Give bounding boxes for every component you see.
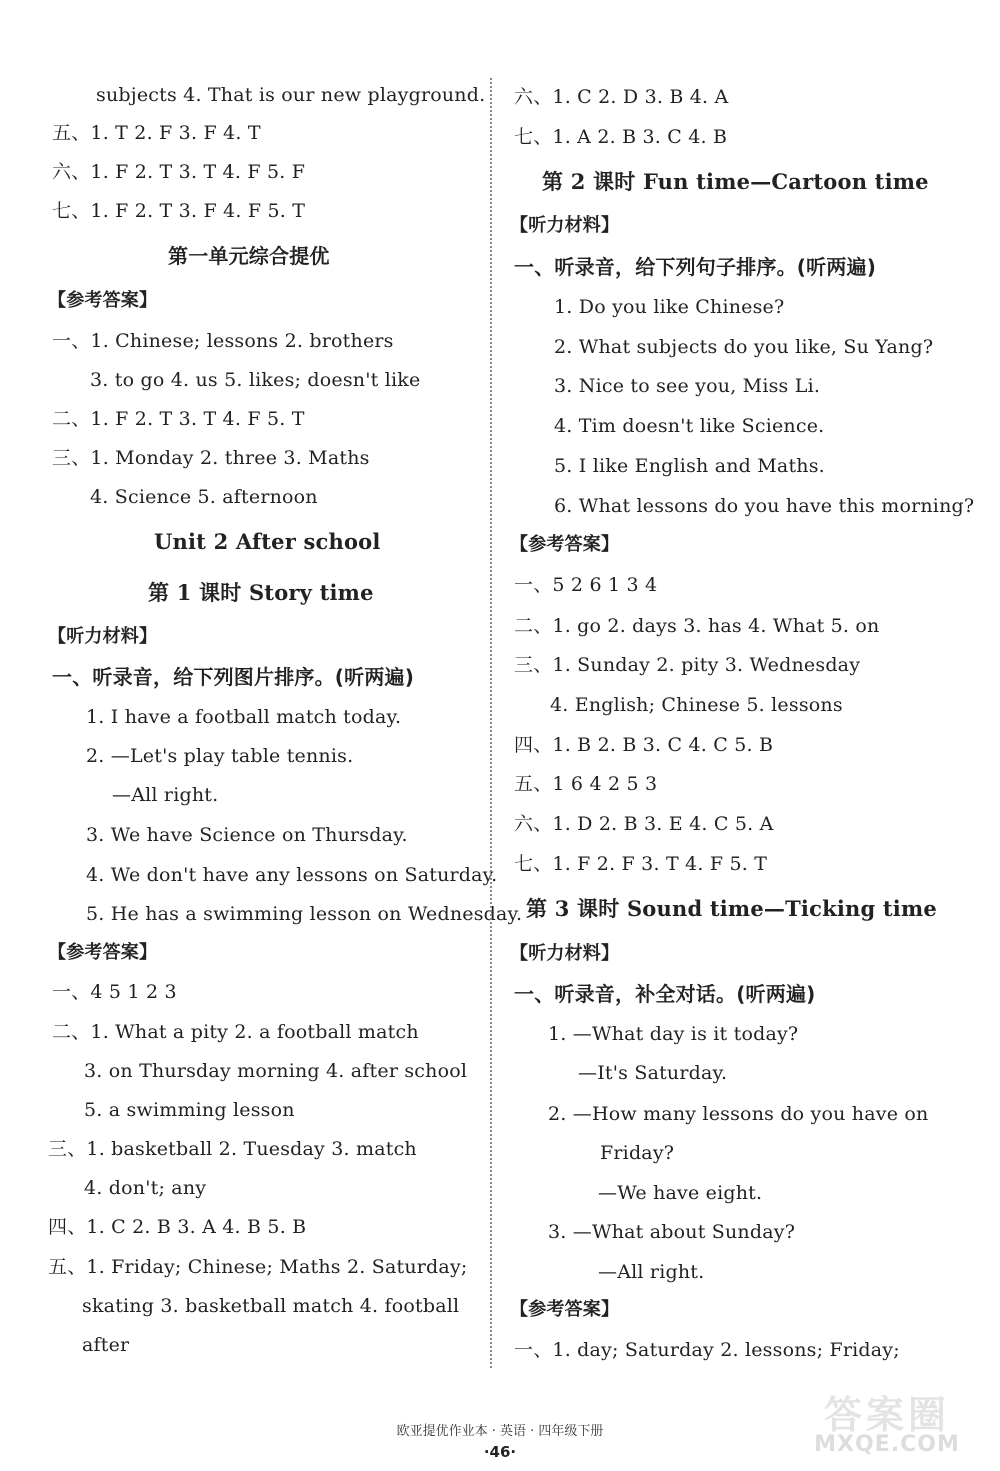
answer-line: 二、1. go 2. days 3. has 4. What 5. on <box>514 615 880 637</box>
answer-line: 五、1 6 4 2 5 3 <box>514 773 658 795</box>
answer-tag: 【参考答案】 <box>48 942 158 963</box>
answer-line: 一、1. day; Saturday 2. lessons; Friday; <box>514 1339 900 1361</box>
answer-line: 四、1. B 2. B 3. C 4. C 5. B <box>514 734 774 756</box>
answer-line: 二、1. What a pity 2. a football match <box>52 1021 419 1043</box>
left-column <box>0 0 523 1400</box>
question-heading: 一、听录音，给下列句子排序。(听两遍) <box>514 255 877 279</box>
transcript-line: 4. Tim doesn't like Science. <box>554 415 825 437</box>
answer-line: 三、1. Monday 2. three 3. Maths <box>52 447 370 469</box>
answer-line: 六、1. D 2. B 3. E 4. C 5. A <box>514 813 774 835</box>
answer-tag: 【参考答案】 <box>48 290 158 311</box>
question-heading: 一、听录音，补全对话。(听两遍) <box>514 982 816 1006</box>
lesson-title: 第 2 课时 Fun time—Cartoon time <box>542 169 929 194</box>
transcript-line: 2. What subjects do you like, Su Yang? <box>554 336 934 358</box>
listening-tag: 【听力材料】 <box>510 215 620 236</box>
lesson-title: 第 1 课时 Story time <box>148 580 374 605</box>
answer-line: 六、1. F 2. T 3. T 4. F 5. F <box>52 161 306 183</box>
column-divider <box>490 78 492 1368</box>
answer-line: after <box>82 1334 130 1356</box>
transcript-line: 2. —Let's play table tennis. <box>86 745 354 767</box>
section-heading: 第一单元综合提优 <box>168 244 330 268</box>
transcript-line: 1. —What day is it today? <box>548 1023 799 1045</box>
answer-line: 4. English; Chinese 5. lessons <box>550 694 843 716</box>
transcript-line: 6. What lessons do you have this morning? <box>554 495 975 517</box>
answer-line: skating 3. basketball match 4. football <box>82 1295 460 1317</box>
answer-line: 3. to go 4. us 5. likes; doesn't like <box>90 369 421 391</box>
question-heading: 一、听录音，给下列图片排序。(听两遍) <box>52 665 415 689</box>
transcript-line: 4. We don't have any lessons on Saturday. <box>86 864 498 886</box>
listening-tag: 【听力材料】 <box>510 943 620 964</box>
book-title: 欧亚提优作业本 · 英语 · 四年级下册 <box>396 1424 604 1439</box>
transcript-line: —It's Saturday. <box>578 1062 728 1084</box>
answer-line: 一、1. Chinese; lessons 2. brothers <box>52 330 394 352</box>
answer-line: 三、1. basketball 2. Tuesday 3. match <box>48 1138 417 1160</box>
transcript-line: —All right. <box>112 784 219 806</box>
transcript-line: 2. —How many lessons do you have on <box>548 1103 929 1125</box>
watermark-text: 答案圈 <box>823 1393 950 1437</box>
answer-line: 七、1. F 2. T 3. F 4. F 5. T <box>52 200 306 222</box>
transcript-line: —All right. <box>598 1261 705 1283</box>
transcript-line: 3. —What about Sunday? <box>548 1221 796 1243</box>
transcript-line: 3. We have Science on Thursday. <box>86 824 408 846</box>
answer-line: 5. a swimming lesson <box>84 1099 295 1121</box>
transcript-line: 1. Do you like Chinese? <box>554 296 785 318</box>
answer-line: 一、4 5 1 2 3 <box>52 981 177 1003</box>
transcript-line: 3. Nice to see you, Miss Li. <box>554 375 821 397</box>
answer-line: 七、1. F 2. F 3. T 4. F 5. T <box>514 853 768 875</box>
answer-line: 一、5 2 6 1 3 4 <box>514 574 658 596</box>
answer-line: 4. don't; any <box>84 1177 207 1199</box>
answer-tag: 【参考答案】 <box>510 534 620 555</box>
answer-line: 七、1. A 2. B 3. C 4. B <box>514 126 728 148</box>
answer-line: 四、1. C 2. B 3. A 4. B 5. B <box>48 1216 307 1238</box>
answer-line: 五、1. Friday; Chinese; Maths 2. Saturday; <box>48 1256 468 1278</box>
unit-title: Unit 2 After school <box>154 529 381 554</box>
transcript-line: Friday? <box>600 1142 675 1164</box>
page-number: ·46· <box>483 1443 517 1461</box>
answer-line: 五、1. T 2. F 3. F 4. T <box>52 122 261 144</box>
answer-tag: 【参考答案】 <box>510 1299 620 1320</box>
transcript-line: 5. He has a swimming lesson on Wednesday. <box>86 903 523 925</box>
answer-line: 3. on Thursday morning 4. after school <box>84 1060 468 1082</box>
watermark-logo <box>792 1384 982 1459</box>
listening-tag: 【听力材料】 <box>48 626 158 647</box>
transcript-line: 5. I like English and Maths. <box>554 455 825 477</box>
answer-line: 二、1. F 2. T 3. T 4. F 5. T <box>52 408 305 430</box>
transcript-line: 1. I have a football match today. <box>86 706 402 728</box>
answer-line: 三、1. Sunday 2. pity 3. Wednesday <box>514 654 861 676</box>
transcript-line: —We have eight. <box>598 1182 763 1204</box>
answer-line: 4. Science 5. afternoon <box>90 486 318 508</box>
answer-line: 六、1. C 2. D 3. B 4. A <box>514 86 729 108</box>
right-column <box>500 0 1000 1400</box>
lesson-title: 第 3 课时 Sound time—Ticking time <box>526 896 937 921</box>
watermark-url: MXQE.COM <box>814 1432 960 1457</box>
answer-line: subjects 4. That is our new playground. <box>96 84 486 106</box>
